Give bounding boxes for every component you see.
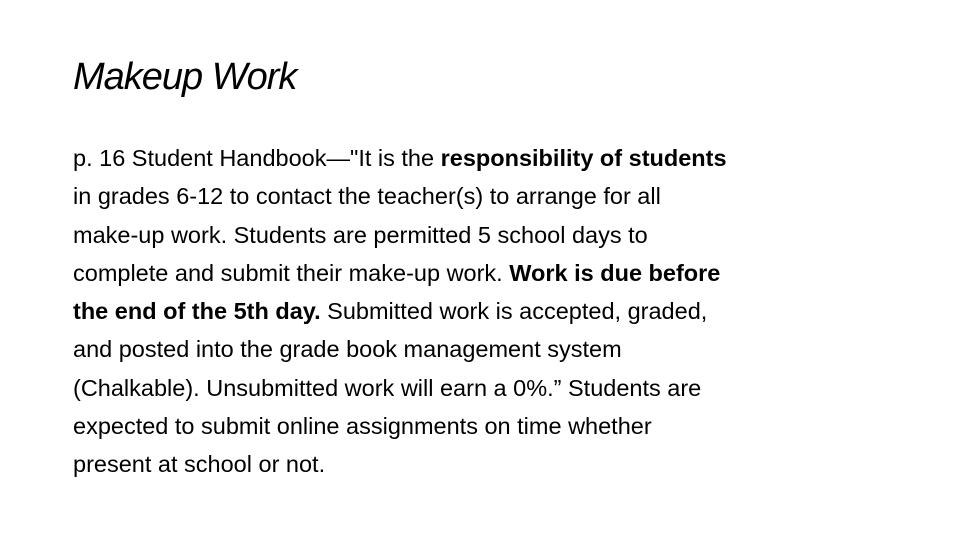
body-line: [73, 292, 727, 330]
slide-title: Makeup Work: [73, 56, 297, 98]
body-line: [73, 407, 727, 445]
body-line: [73, 369, 727, 407]
bold-text-segment: responsibility of students: [440, 145, 727, 171]
slide-body: [73, 139, 727, 484]
text-segment: Submitted work is accepted, graded,: [320, 298, 708, 325]
text-segment: make-up work. Students are permitted 5 school days to: [73, 221, 648, 248]
text-segment: (Chalkable). Unsubmitted work will earn a 0%.” Students are: [73, 374, 702, 401]
body-line: [73, 330, 727, 368]
body-line: [73, 139, 727, 177]
body-line: [73, 177, 727, 215]
bold-text-segment: the end of the 5th day.: [73, 298, 321, 325]
body-line: [73, 216, 727, 254]
text-segment: complete and submit their make-up work.: [73, 259, 510, 286]
text-segment: and posted into the grade book management system: [73, 336, 622, 363]
text-segment: expected to submit online assignments on time whether: [73, 413, 652, 440]
body-line: [73, 445, 727, 483]
text-segment: p. 16 Student Handbook—"It is the: [73, 145, 441, 171]
text-segment: present at school or not.: [73, 451, 326, 478]
text-segment: in grades 6-12 to contact the teacher(s) to arrange for all: [73, 183, 661, 210]
bold-text-segment: Work is due before: [509, 259, 721, 286]
body-line: [73, 254, 727, 292]
